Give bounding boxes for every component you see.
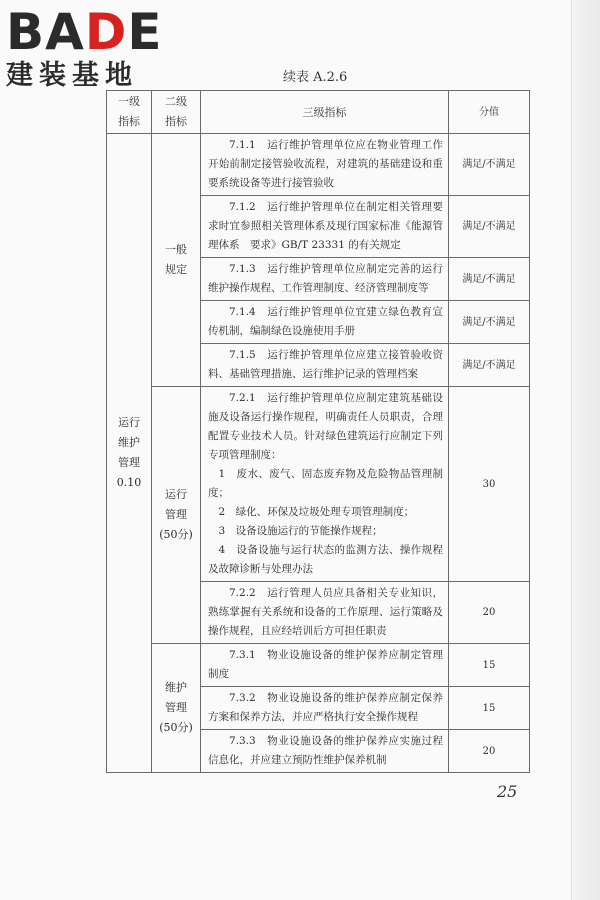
score-7-1-3: 满足/不满足	[449, 258, 530, 301]
level2-operation: 运行 管理 (50分)	[152, 387, 201, 644]
score-7-1-4: 满足/不满足	[449, 301, 530, 344]
item-7-3-3: 7.3.3 物业设施设备的维护保养应实施过程信息化，并应建立预防性维护保养机制	[201, 730, 449, 773]
page-number: 25	[497, 782, 518, 801]
item-7-1-5: 7.1.5 运行维护管理单位应建立接管验收资料、基础管理措施、运行维护记录的管理档案	[201, 344, 449, 387]
header-level2: 二级 指标	[152, 91, 201, 134]
page-edge-shadow	[571, 0, 600, 900]
item-7-1-2: 7.1.2 运行维护管理单位在制定相关管理要求时宜参照相关管理体系及现行国家标准《能源管理体系 要求》GB/T 23331 的有关规定	[201, 196, 449, 258]
table-row	[107, 387, 530, 582]
logo-subtitle: 建装基地	[6, 60, 138, 91]
table-row	[107, 134, 530, 196]
score-7-1-5: 满足/不满足	[449, 344, 530, 387]
item-7-1-3: 7.1.3 运行维护管理单位应制定完善的运行维护操作规程、工作管理制度、经济管理制度等	[201, 258, 449, 301]
score-7-1-2: 满足/不满足	[449, 196, 530, 258]
score-7-2-1: 30	[449, 387, 530, 582]
table-row	[107, 644, 530, 687]
item-7-2-1: 7.2.1 运行维护管理单位应制定建筑基础设施及设备运行操作规程，明确责任人员职责，合理配置专业技术人员。针对绿色建筑运行应制定下列专项管理制度： 1 废水、废气、固态废弃物及危险物品管理制度； 2 绿化、环保及垃圾处理专项管理制度； 3 设备设施运行的节能操作规程； 4 设备设施与运行状态的监测方法、操作规程及故障诊断与处理办法	[201, 387, 449, 582]
item-7-1-1: 7.1.1 运行维护管理单位应在物业管理工作开始前制定接管验收流程，对建筑的基础建设和重要系统设备等进行接管验收	[201, 134, 449, 196]
item-7-1-4: 7.1.4 运行维护管理单位宜建立绿色教育宣传机制，编制绿色设施使用手册	[201, 301, 449, 344]
logo-wordmark: BADE	[6, 3, 163, 61]
score-7-1-1: 满足/不满足	[449, 134, 530, 196]
evaluation-table	[106, 90, 530, 773]
bade-logo	[6, 4, 162, 92]
table-caption: 续表 A.2.6	[283, 70, 348, 85]
level2-general: 一般 规定	[152, 134, 201, 387]
score-7-2-2: 20	[449, 582, 530, 644]
table-header-row	[107, 91, 530, 134]
header-level1: 一级 指标	[107, 91, 152, 134]
score-7-3-3: 20	[449, 730, 530, 773]
item-7-2-2: 7.2.2 运行管理人员应具备相关专业知识，熟练掌握有关系统和设备的工作原理、运行策略及操作规程，且应经培训后方可担任职责	[201, 582, 449, 644]
header-level3: 三级指标	[201, 91, 449, 134]
score-7-3-2: 15	[449, 687, 530, 730]
header-score: 分值	[449, 91, 530, 134]
score-7-3-1: 15	[449, 644, 530, 687]
level2-maintenance: 维护 管理 (50分)	[152, 644, 201, 773]
item-7-3-2: 7.3.2 物业设施设备的维护保养应制定保养方案和保养方法，并应严格执行安全操作规程	[201, 687, 449, 730]
level1-cell: 运行 维护 管理 0.10	[107, 134, 152, 773]
item-7-3-1: 7.3.1 物业设施设备的维护保养应制定管理制度	[201, 644, 449, 687]
